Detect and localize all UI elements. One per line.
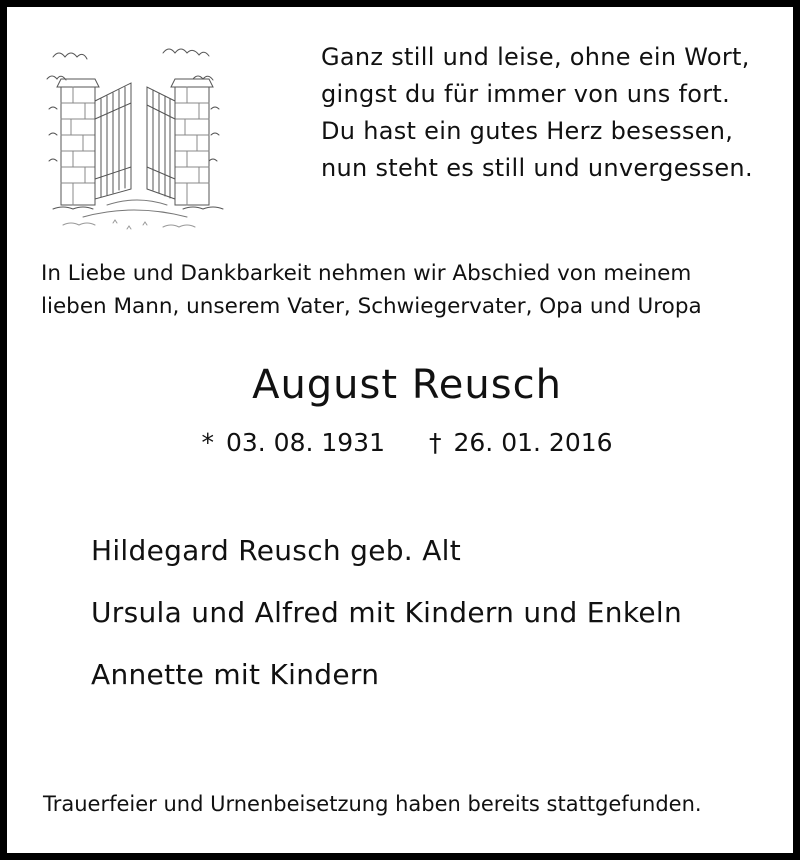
death-date: 26. 01. 2016 <box>453 428 613 457</box>
birth-symbol: * <box>201 428 214 457</box>
mourners-list <box>91 520 791 706</box>
funeral-note: Trauerfeier und Urnenbeisetzung haben bereits stattgefunden. <box>43 792 702 816</box>
poem-line: Du hast ein gutes Herz besessen, <box>321 117 734 145</box>
garden-gate-sketch-icon <box>43 39 233 234</box>
intro-line: lieben Mann, unserem Vater, Schwiegervater, Opa und Uropa <box>41 294 702 319</box>
intro-line: In Liebe und Dankbarkeit nehmen wir Abschied von meinem <box>41 261 692 286</box>
deceased-name: August Reusch <box>252 362 562 408</box>
life-dates <box>7 425 800 461</box>
farewell-intro <box>41 257 781 323</box>
death-cross-symbol: † <box>429 428 442 457</box>
mourner-entry: Annette mit Kindern <box>91 658 380 691</box>
poem-line: gingst du für immer von uns fort. <box>321 80 731 108</box>
poem <box>321 39 791 187</box>
mourner-entry: Ursula und Alfred mit Kindern und Enkeln <box>91 596 682 629</box>
mourner-entry: Hildegard Reusch geb. Alt <box>91 534 462 567</box>
poem-line: nun steht es still und unvergessen. <box>321 154 753 182</box>
poem-line: Ganz still und leise, ohne ein Wort, <box>321 43 750 71</box>
birth-date: 03. 08. 1931 <box>225 428 385 457</box>
